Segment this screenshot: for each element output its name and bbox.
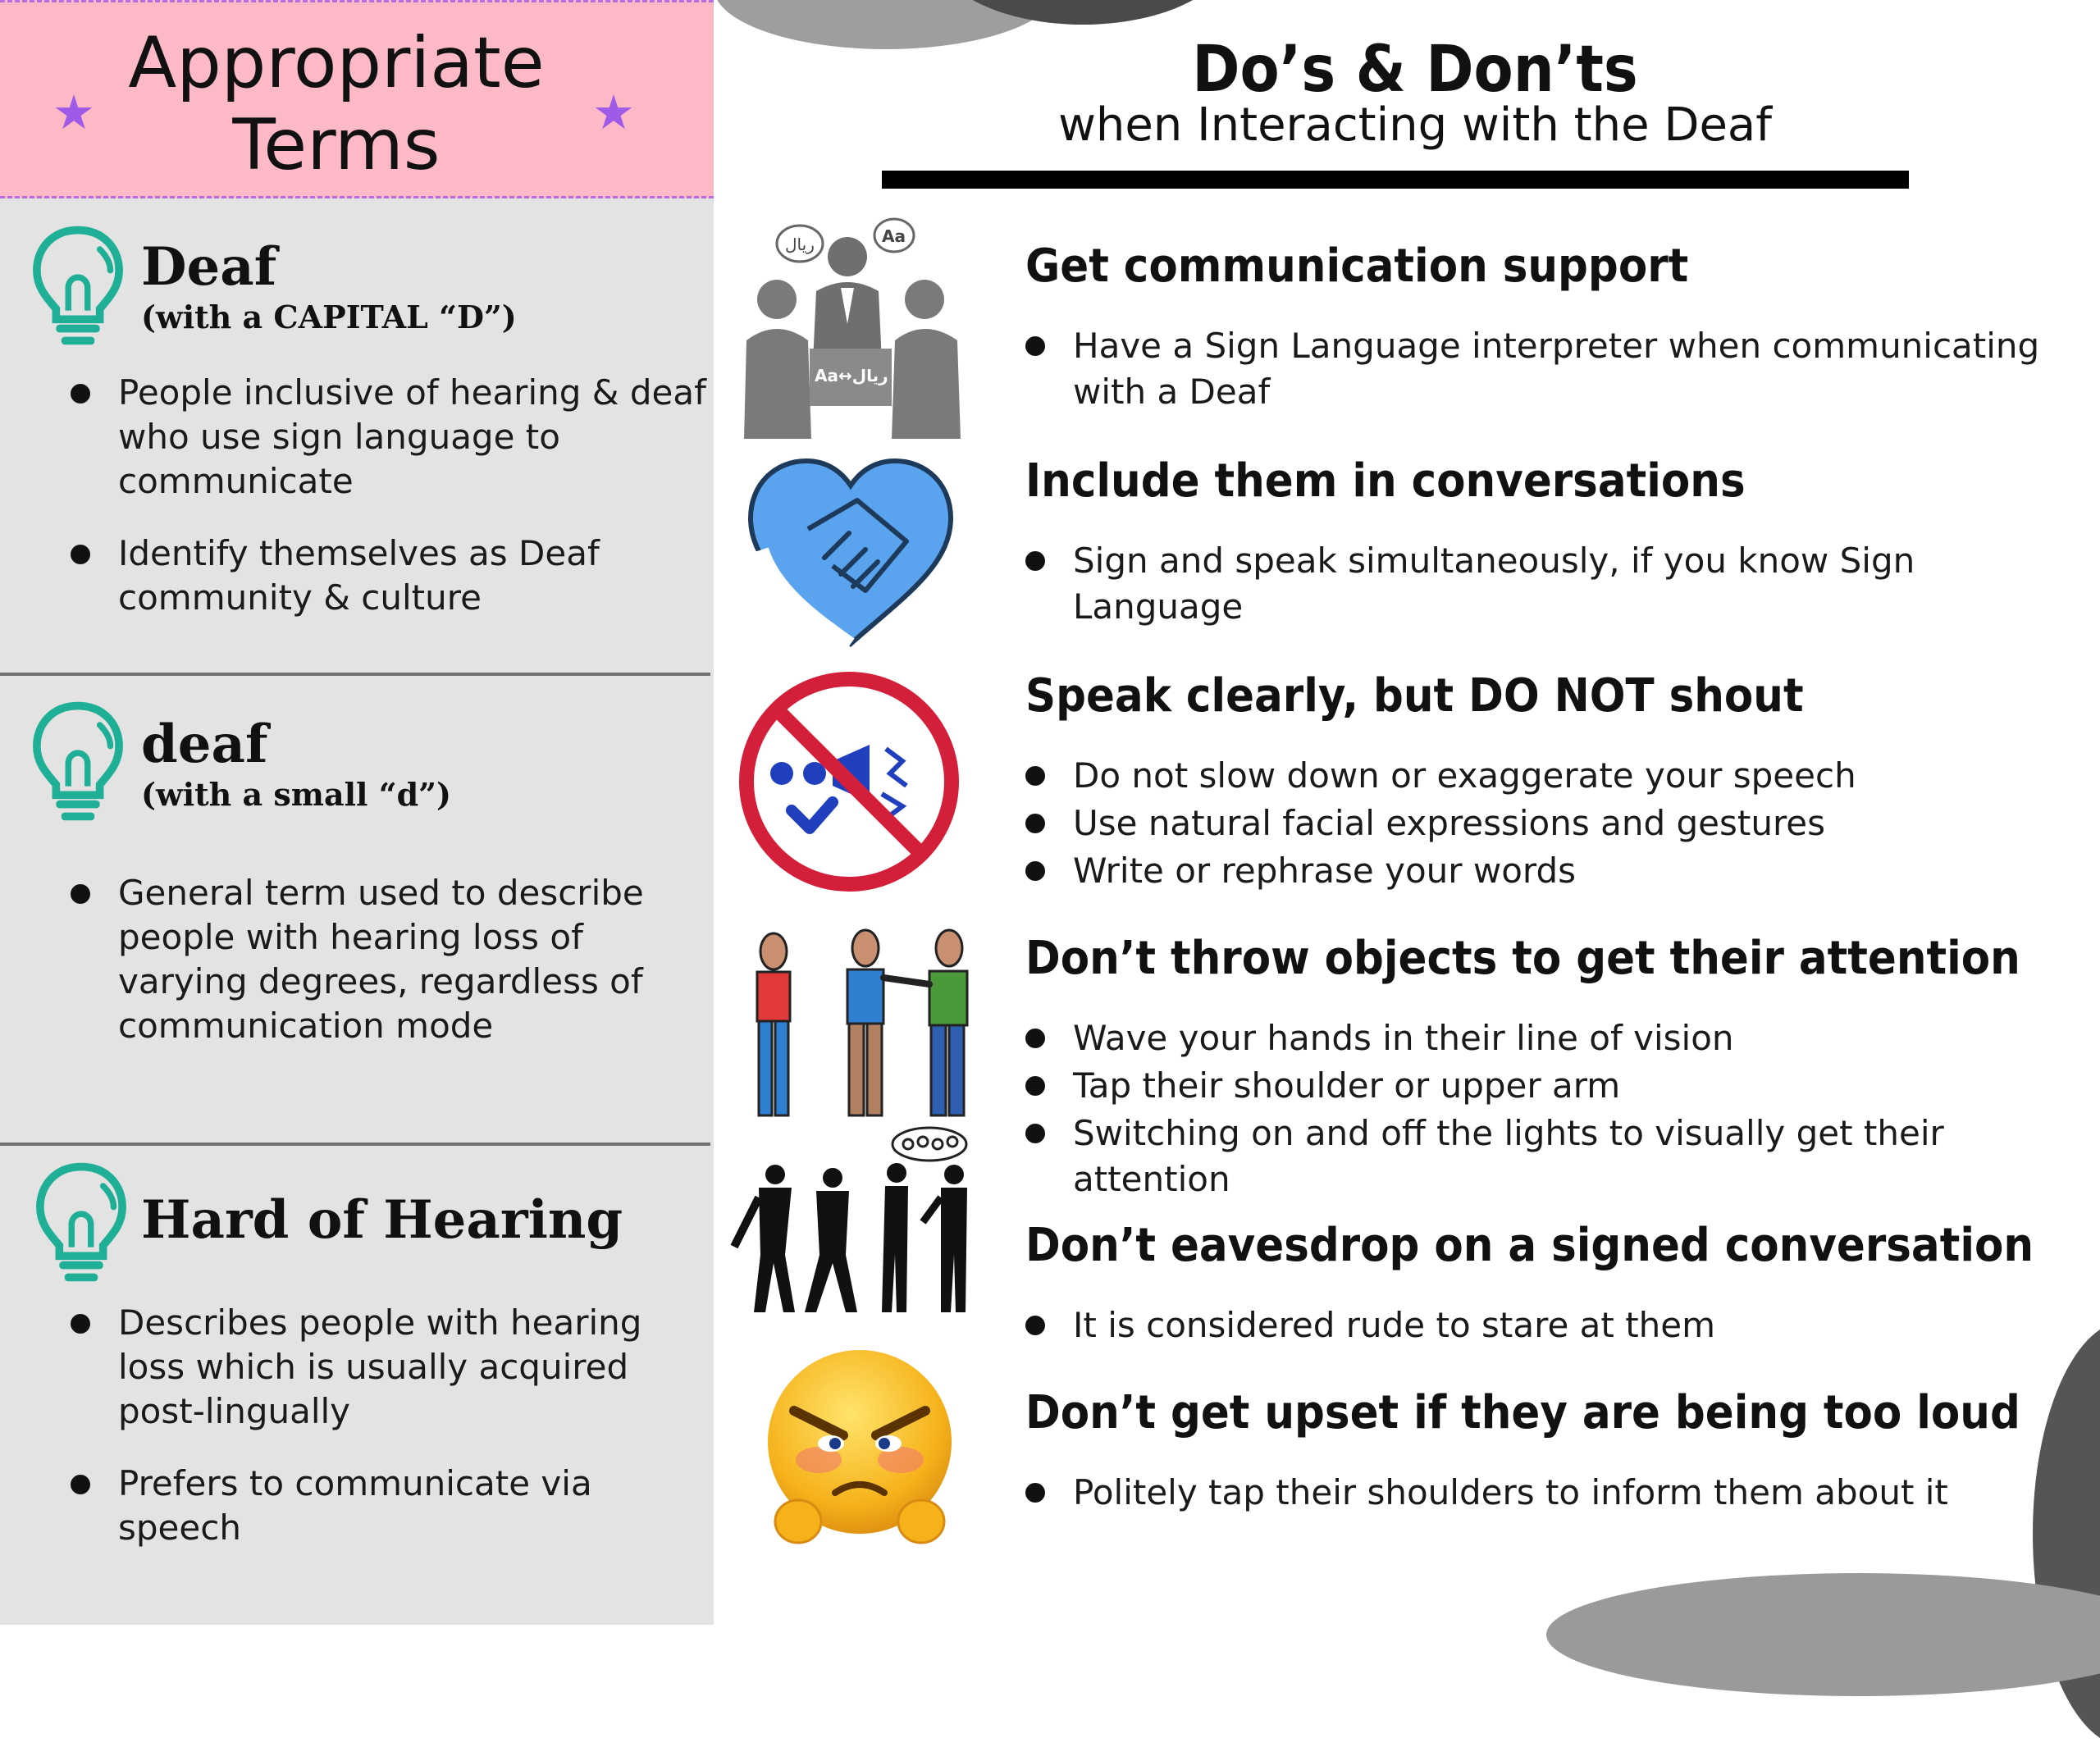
- list-item: Switching on and off the lights to visually get their attention: [1025, 1111, 2043, 1202]
- list-item: Describes people with hearing loss which is usually acquired post-lingually: [71, 1301, 694, 1434]
- dos-donts-subtitle: when Interacting with the Deaf: [1058, 98, 1772, 152]
- tip-bullets: [1025, 323, 2043, 417]
- list-item: Sign and speak simultaneously, if you know Sign Language: [1025, 538, 2043, 630]
- title-rule: [882, 171, 1909, 189]
- no-shouting-icon: [734, 671, 964, 892]
- term-title-deaf-small: deaf: [141, 714, 268, 775]
- dos-donts-title: Do’s & Don’ts: [1192, 33, 1638, 107]
- list-item: General term used to describe people with hearing loss of varying degrees, regardless of communication mode: [71, 871, 694, 1048]
- list-item: Prefers to communicate via speech: [71, 1462, 694, 1550]
- tip-bullets: [1025, 1470, 2043, 1517]
- list-item: Use natural facial expressions and gestures: [1025, 801, 2043, 846]
- tip-heading: Don’t eavesdrop on a signed conversation: [1025, 1219, 2034, 1272]
- list-item: Have a Sign Language interpreter when communicating with a Deaf: [1025, 323, 2043, 415]
- star-icon: ★: [592, 84, 635, 140]
- section-divider: [0, 1143, 710, 1146]
- term-bullets: [71, 1301, 694, 1578]
- list-item: Tap their shoulder or upper arm: [1025, 1063, 2043, 1109]
- svg-text:ريال: ريال: [785, 235, 815, 254]
- tip-heading: Speak clearly, but DO NOT shout: [1025, 669, 1804, 723]
- eavesdrop-icon: [726, 1124, 997, 1321]
- term-bullets: [71, 371, 743, 648]
- angry-face-icon: [761, 1345, 958, 1550]
- tip-bullets: [1025, 538, 2043, 632]
- list-item: It is considered rude to stare at them: [1025, 1302, 2043, 1348]
- appropriate-terms-panel: [0, 0, 714, 1625]
- term-bullets: [71, 871, 694, 1076]
- list-item: Do not slow down or exaggerate your speech: [1025, 753, 2043, 799]
- lightbulb-icon: [30, 699, 126, 830]
- tip-bullets: [1025, 753, 2043, 896]
- tap-shoulder-icon: [742, 927, 980, 1124]
- terms-title: Appropriate Terms: [128, 22, 545, 186]
- term-title-hard-of-hearing: Hard of Hearing: [141, 1189, 623, 1251]
- term-subtitle: (with a small “d”): [141, 776, 451, 813]
- svg-text:Aa: Aa: [882, 226, 906, 246]
- list-item: Identify themselves as Deaf community & culture: [71, 531, 743, 620]
- tip-bullets: [1025, 1302, 2043, 1350]
- lightbulb-icon: [33, 1160, 130, 1291]
- interpreter-icon: [742, 209, 964, 439]
- term-title-deaf: Deaf: [141, 236, 277, 298]
- list-item: People inclusive of hearing & deaf who use sign language to communicate: [71, 371, 743, 504]
- decor-blob: [1546, 1573, 2100, 1696]
- tip-heading: Include them in conversations: [1025, 454, 1746, 508]
- list-item: Politely tap their shoulders to inform them about it: [1025, 1470, 2043, 1516]
- list-item: Write or rephrase your words: [1025, 848, 2043, 894]
- star-icon: ★: [52, 84, 95, 140]
- svg-text:Aa↔ريال: Aa↔ريال: [815, 366, 888, 385]
- tip-heading: Don’t throw objects to get their attention: [1025, 932, 2020, 985]
- list-item: Wave your hands in their line of vision: [1025, 1015, 2043, 1061]
- terms-header: [0, 0, 714, 198]
- section-divider: [0, 673, 710, 676]
- tip-heading: Get communication support: [1025, 239, 1689, 293]
- heart-handshake-icon: [742, 451, 960, 656]
- lightbulb-icon: [30, 223, 126, 354]
- tip-bullets: [1025, 1015, 2043, 1204]
- term-subtitle: (with a CAPITAL “D”): [141, 299, 517, 335]
- tip-heading: Don’t get upset if they are being too loud: [1025, 1386, 2020, 1439]
